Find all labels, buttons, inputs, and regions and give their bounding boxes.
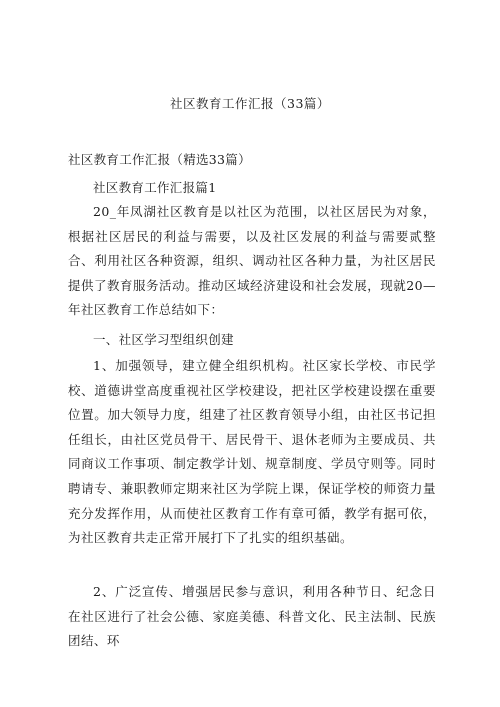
document-title: 社区教育工作汇报（33篇）: [170, 96, 330, 111]
paragraph-publicity: 2、广泛宣传、增强居民参与意识，利用各种节日、纪念日在社区进行了社会公德、家庭美德、科普文化、民主法制、民族团结、环: [68, 584, 436, 649]
section-heading: 一、社区学习型组织创建: [93, 332, 234, 347]
paragraph-intro: 20_年凤湖社区教育是以社区为范围，以社区居民为对象，根据社区居民的利益与需要，以及社区发展的利益与需要贰整合、利用社区各种资源，组织、调动社区各种力量，为社区居民提供了教育服务活动。推动区域经济建设和社会发展，现就20—年社区教育工作总结如下：: [68, 204, 436, 318]
paragraph-leadership: 1、加强领导，建立健全组织机构。社区家长学校、市民学校、道德讲堂高度重视社区学校建设，把社区学校建设摆在重要位置。加大领导力度，组建了社区教育领导小组，由社区书记担任组长，由社区党员骨干、居民骨干、退休老师为主要成员、共同商议工作事项、制定教学计划、规章制度、学员守则等。同时聘请专、兼职教师定期来社区为学院上课，保证学校的师资力量充分发挥作用，从而使社区教育工作有章可循，教学有据可依，为社区教育共走正常开展打下了扎实的组织基础。: [68, 358, 436, 546]
section-title: 社区教育工作汇报篇1: [93, 180, 217, 195]
document-subtitle: 社区教育工作汇报（精选33篇）: [68, 152, 251, 167]
